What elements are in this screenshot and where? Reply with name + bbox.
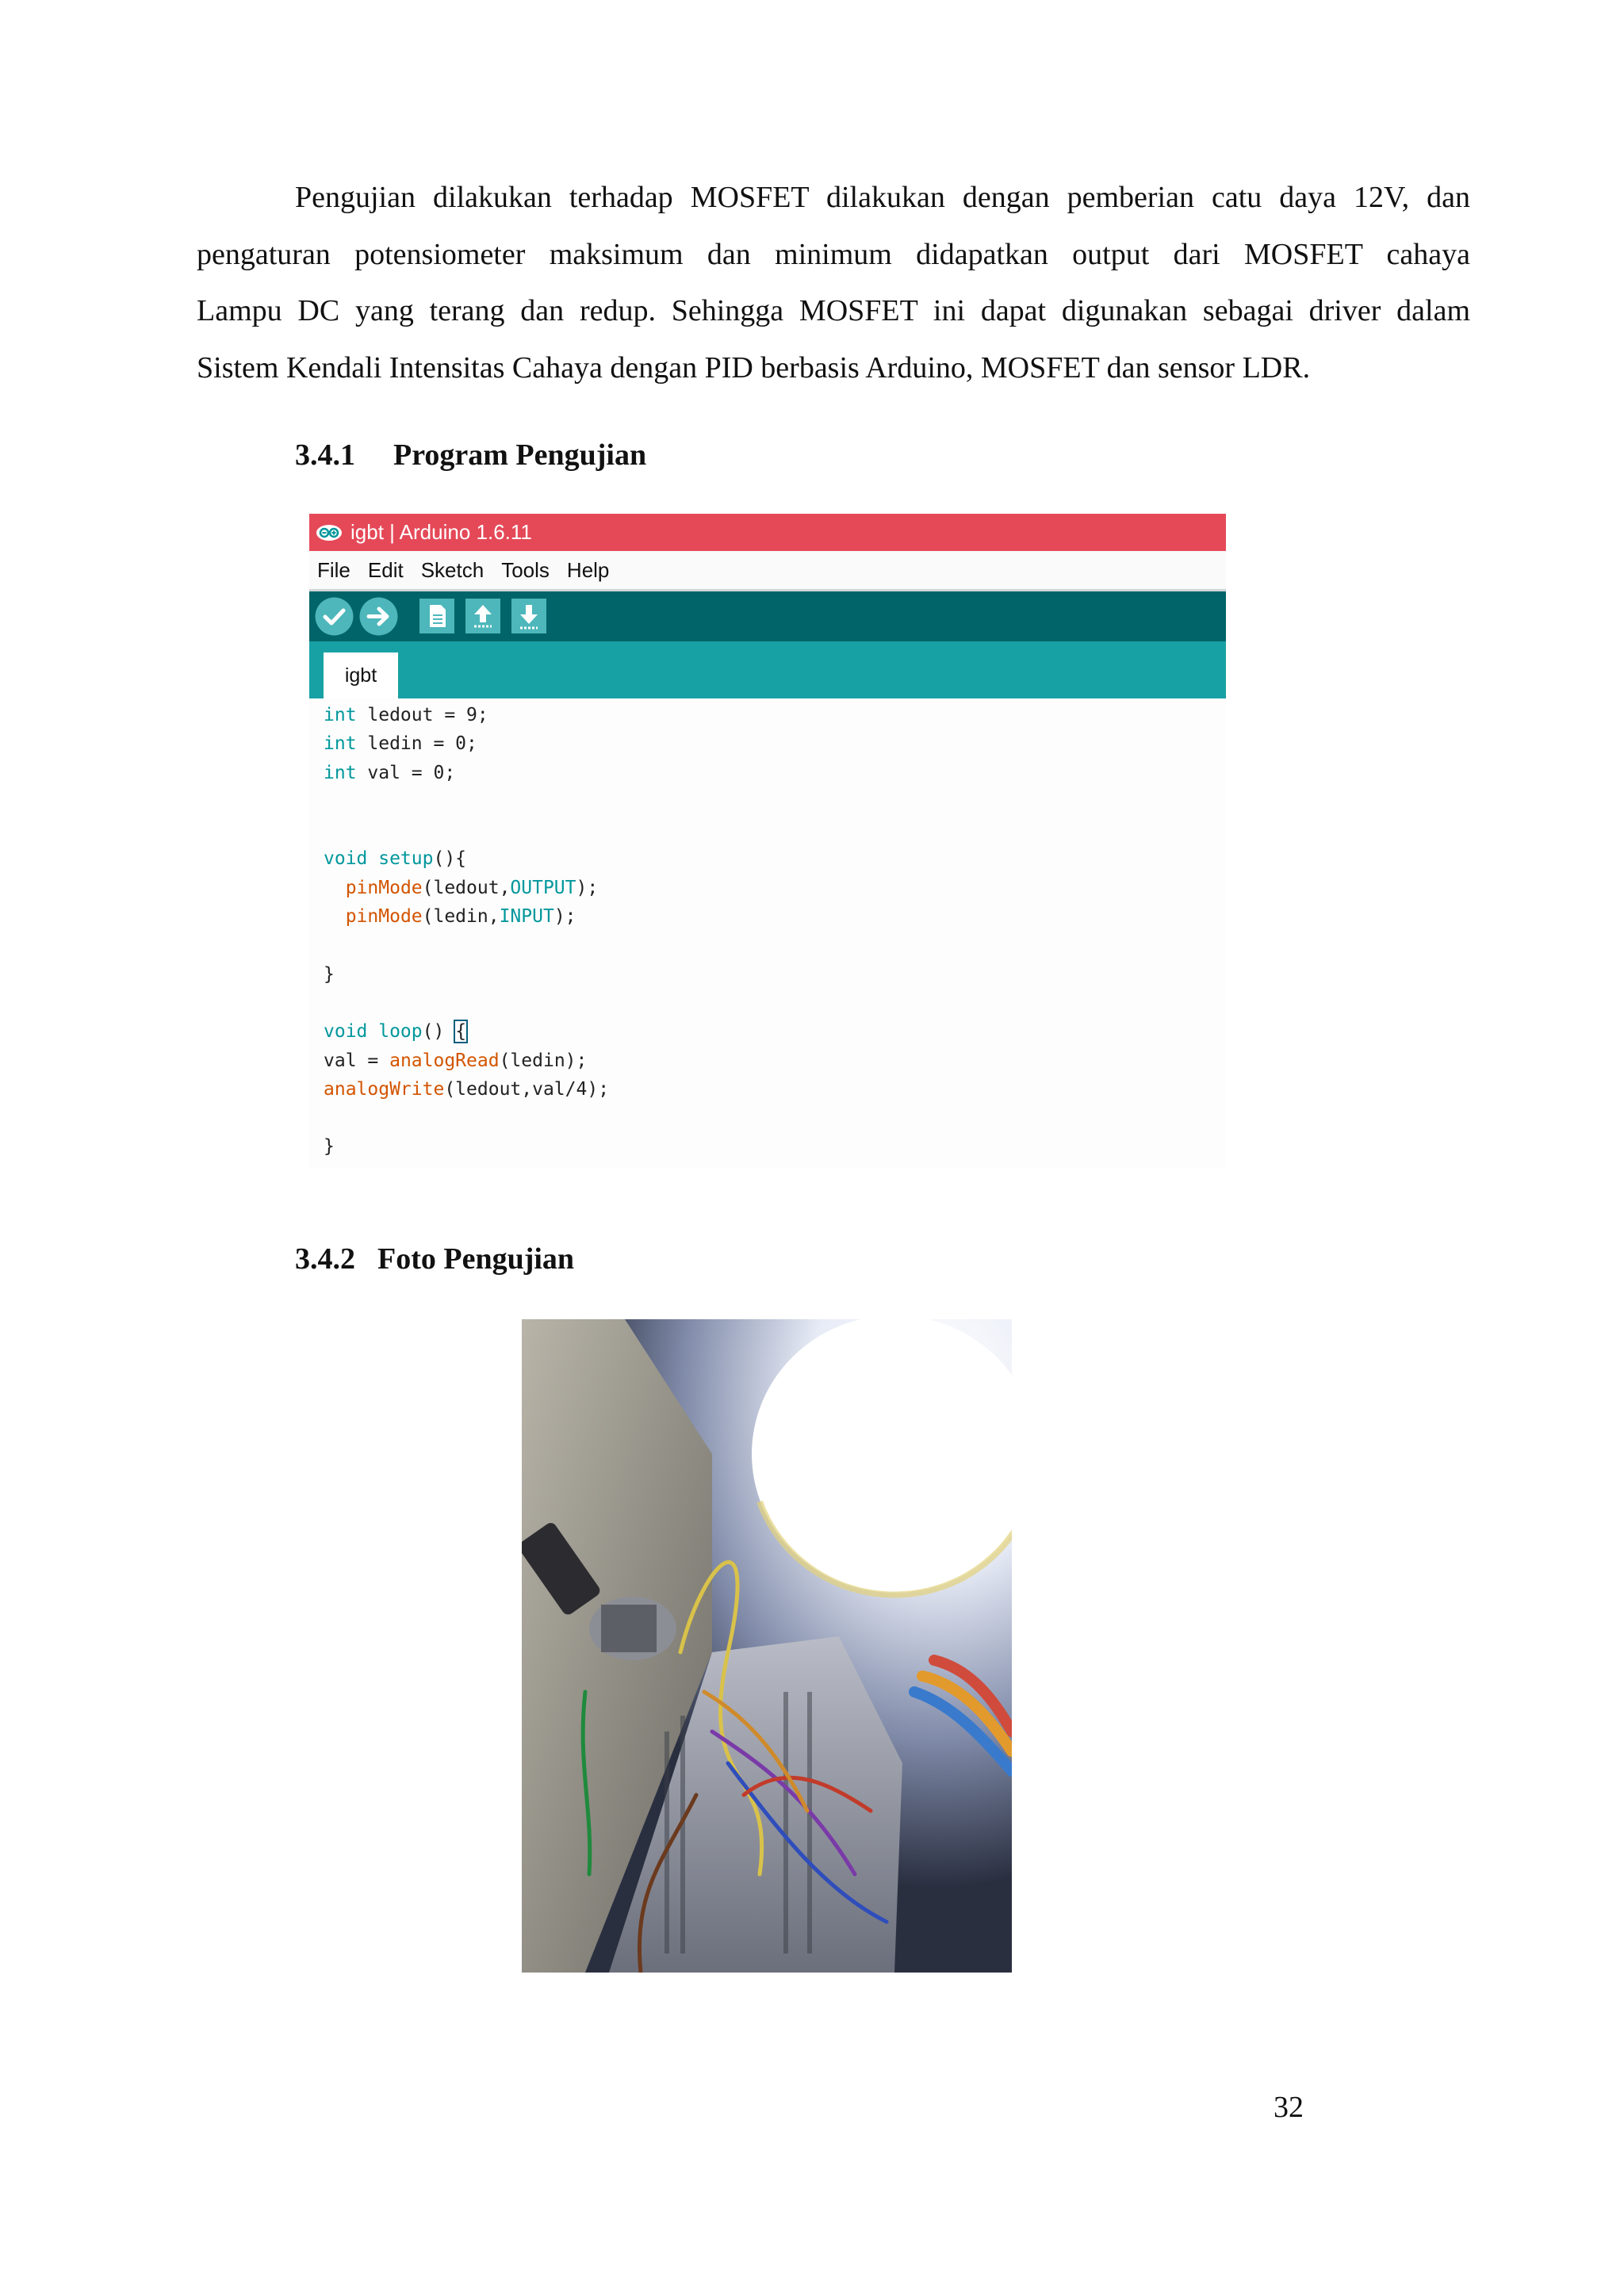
save-icon[interactable] [511, 598, 547, 634]
code-line [324, 874, 1220, 902]
test-photo [522, 1319, 1012, 1973]
code-function: pinMode [345, 906, 423, 928]
code-text: (ledout,val/4); [444, 1078, 610, 1100]
code-text: () [422, 1021, 456, 1043]
code-line [324, 729, 1220, 758]
arduino-logo-icon [316, 524, 343, 541]
code-text: ledin = 0; [356, 733, 477, 755]
code-text: ); [576, 877, 599, 898]
code-line-blank [324, 787, 1220, 816]
tab-igbt[interactable]: igbt [324, 652, 398, 698]
section-title: Program Pengujian [393, 438, 647, 472]
code-line [324, 1132, 1220, 1161]
menu-file[interactable]: File [317, 557, 350, 582]
code-constant: OUTPUT [510, 877, 576, 898]
code-text: (ledin, [422, 906, 500, 928]
tab-bar [309, 641, 1226, 698]
paragraph-line: Lampu DC yang terang dan redup. Sehingga MOSFET ini dapat digunakan sebagai driver dalam [197, 294, 1470, 327]
upload-icon[interactable] [358, 596, 399, 637]
paragraph-line: Sistem Kendali Intensitas Cahaya dengan PID berbasis Arduino, MOSFET dan sensor LDR. [197, 350, 1311, 385]
code-text: val = [324, 1050, 390, 1071]
code-function: loop [367, 1021, 423, 1043]
menu-tools[interactable]: Tools [501, 557, 550, 582]
code-editor[interactable] [324, 701, 1220, 1161]
code-keyword: int [324, 733, 357, 755]
code-text: } [324, 963, 335, 985]
code-line [324, 1075, 1220, 1104]
code-text: val = 0; [356, 762, 456, 783]
code-line [324, 844, 1220, 873]
code-keyword: int [324, 705, 357, 725]
code-line [324, 1047, 1220, 1075]
code-text: (ledin); [499, 1050, 588, 1071]
section-heading-photo [295, 1242, 574, 1276]
code-function: setup [367, 848, 434, 870]
code-keyword: int [324, 762, 357, 783]
code-function: analogWrite [324, 1078, 445, 1100]
section-number: 3.4.2 [295, 1242, 355, 1276]
open-icon[interactable] [465, 598, 501, 634]
text-cursor: { [455, 1021, 467, 1043]
code-text: (){ [433, 848, 467, 870]
code-function: pinMode [345, 877, 423, 898]
code-text: } [324, 1136, 335, 1158]
verify-icon[interactable] [314, 596, 354, 637]
section-heading-program [295, 438, 646, 473]
section-number: 3.4.1 [295, 438, 355, 472]
window-title: igbt | Arduino 1.6.11 [350, 520, 532, 544]
code-line-blank [324, 931, 1220, 959]
code-line [324, 759, 1220, 787]
code-function: analogRead [389, 1050, 500, 1071]
new-icon[interactable] [419, 598, 455, 634]
paragraph-line: Pengujian dilakukan terhadap MOSFET dilakukan dengan pemberian catu daya 12V, dan [295, 181, 1470, 214]
code-constant: INPUT [499, 906, 554, 928]
code-line [324, 1017, 1220, 1046]
paragraph-line: pengaturan potensiometer maksimum dan minimum didapatkan output dari MOSFET cahaya [197, 237, 1470, 271]
code-line [324, 902, 1220, 931]
code-text: ledout = 9; [356, 705, 488, 725]
section-title: Foto Pengujian [377, 1242, 575, 1276]
window-titlebar [309, 514, 1226, 551]
body-paragraph [197, 170, 1470, 396]
code-keyword: void [324, 1021, 368, 1043]
menu-help[interactable]: Help [566, 557, 610, 582]
code-line-blank [324, 816, 1220, 844]
code-text: (ledout, [422, 877, 511, 898]
code-text: ); [553, 906, 576, 928]
code-line [324, 701, 1220, 729]
page-number: 32 [1274, 2091, 1304, 2124]
code-line [324, 960, 1220, 989]
menu-edit[interactable]: Edit [367, 557, 404, 582]
menu-bar [309, 551, 1226, 589]
code-keyword: void [324, 848, 368, 870]
code-line-blank [324, 989, 1220, 1017]
menu-sketch[interactable]: Sketch [420, 557, 485, 582]
code-line-blank [324, 1104, 1220, 1132]
arduino-ide-screenshot [309, 514, 1226, 1168]
